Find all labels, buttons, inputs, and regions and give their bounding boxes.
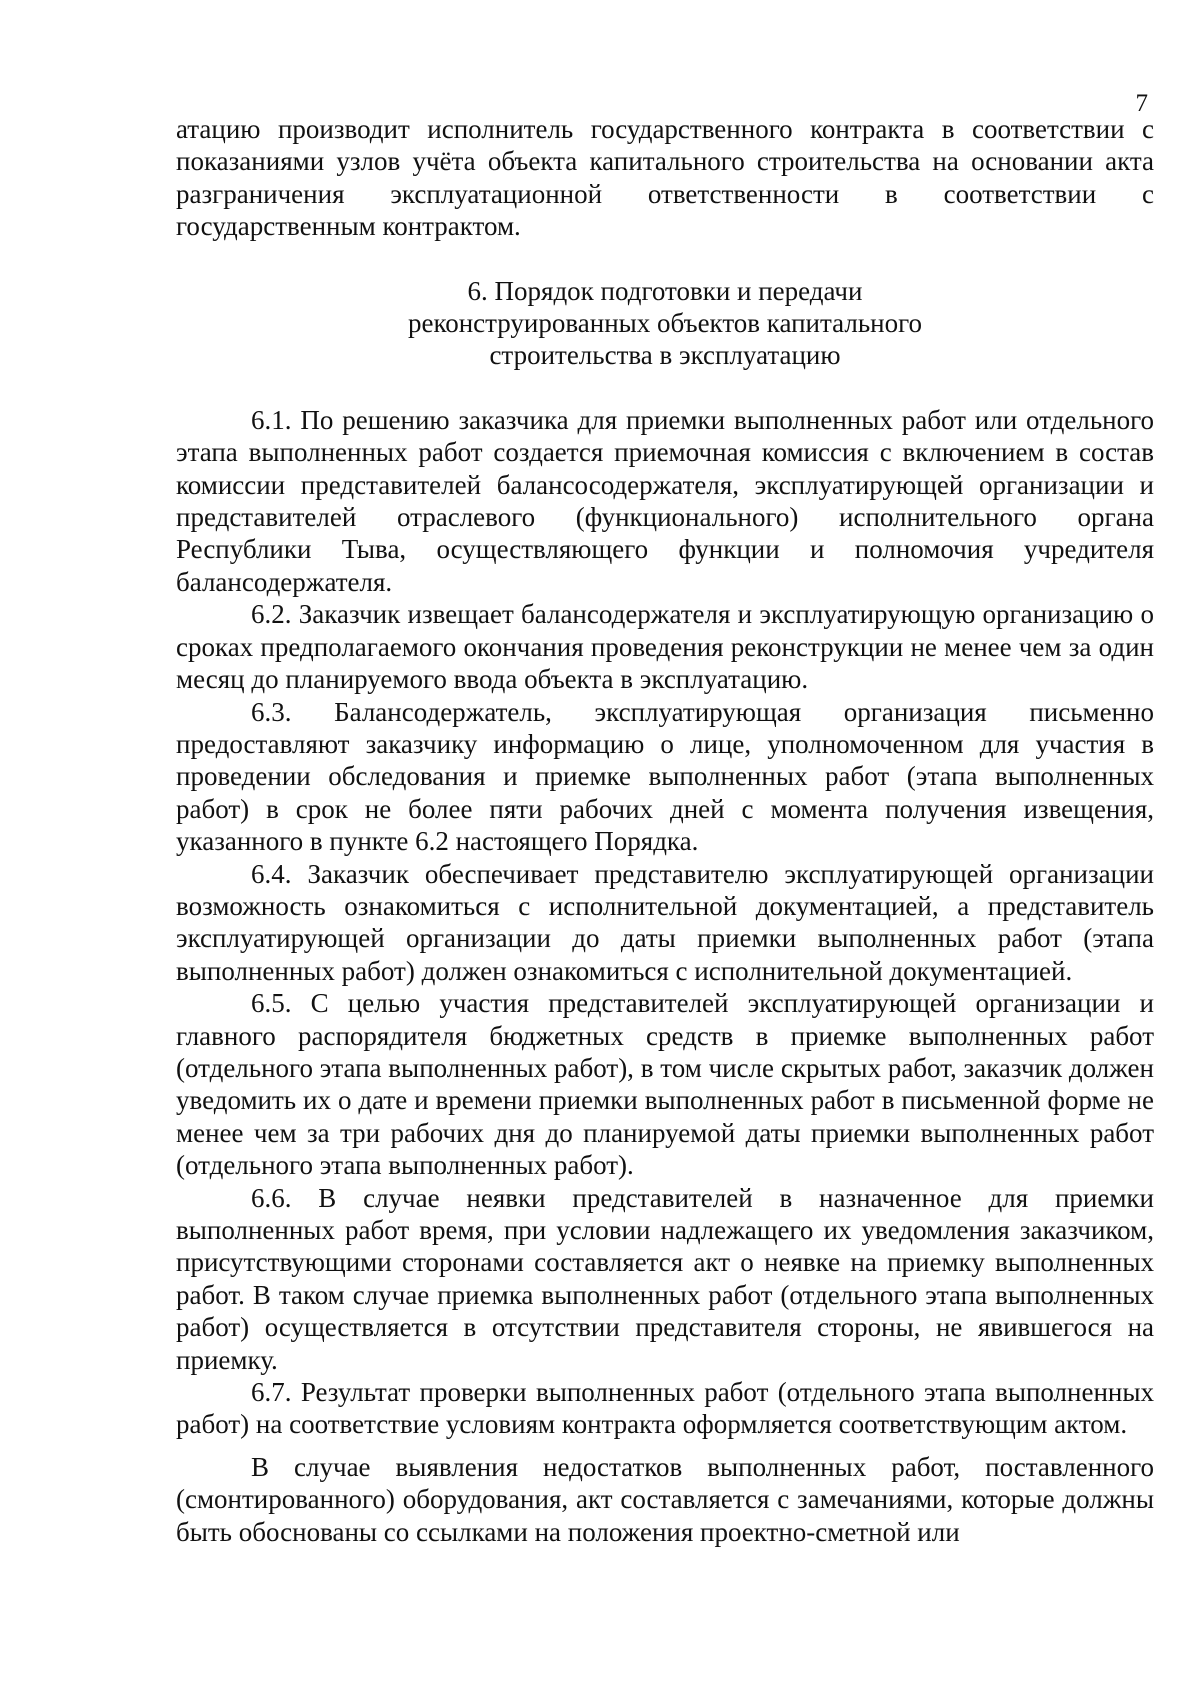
closing-paragraph: В случае выявления недостатков выполненных работ, поставленного (смонтированного) оборудования, акт составляется с замечаниями, которые должны быть обоснованы со ссылками на положения проектно-сметной или — [176, 1451, 1154, 1547]
page-number: 7 — [1135, 90, 1148, 117]
section-heading-line-1: 6. Порядок подготовки и передачи — [467, 275, 863, 306]
document-body — [176, 113, 1154, 1548]
paragraph-6-1: 6.1. По решению заказчика для приемки выполненных работ или отдельного этапа выполненных работ создается приемочная комиссия с включением в состав комиссии представителей балансосодержателя, эксплуатирующей организации и представителей отраслевого (функционального) исполнительного органа Республики Тыва, осуществляющего функции и полномочия учредителя балансодержателя. — [176, 404, 1154, 597]
paragraph-6-2: 6.2. Заказчик извещает балансодержателя и эксплуатирующую организацию о сроках предполагаемого окончания проведения реконструкции не менее чем за один месяц до планируемого ввода объекта в эксплуатацию. — [176, 599, 1154, 695]
section-heading-line-3: строительства в эксплуатацию — [489, 340, 841, 371]
paragraph-6-5: 6.5. С целью участия представителей эксплуатирующей организации и главного распорядителя бюджетных средств в приемке выполненных работ (отдельного этапа выполненных работ), в том числе скрытых работ, заказчик должен уведомить их о дате и времени приемки выполненных работ в письменной форме не менее чем за три рабочих дня до планируемой даты приемки выполненных работ (отдельного этапа выполненных работ). — [176, 988, 1154, 1181]
paragraph-6-3: 6.3. Балансодержатель, эксплуатирующая организация письменно предоставляют заказчику информацию о лице, уполномоченном для участия в проведении обследования и приемке выполненных работ (этапа выполненных работ) в срок не более пяти рабочих дней с момента получения извещения, указанного в пункте 6.2 настоящего Порядка. — [176, 696, 1154, 857]
section-heading-line-2: реконструированных объектов капитального — [408, 308, 922, 339]
intro-paragraph: атацию производит исполнитель государственного контракта в соответствии с показаниями узлов учёта объекта капитального строительства на основании акта разграничения эксплуатационной ответственности в соответствии с государственным контрактом. — [176, 114, 1154, 242]
paragraph-6-6: 6.6. В случае неявки представителей в назначенное для приемки выполненных работ время, при условии надлежащего их уведомления заказчиком, присутствующими сторонами составляется акт о неявке на приемку выполненных работ. В таком случае приемка выполненных работ (отдельного этапа выполненных работ) осуществляется в отсутствии представителя стороны, не явившегося на приемку. — [176, 1182, 1154, 1375]
paragraph-6-7: 6.7. Результат проверки выполненных работ (отдельного этапа выполненных работ) на соответствие условиям контракта оформляется соответствующим актом. — [176, 1377, 1154, 1440]
section-heading — [176, 275, 1154, 372]
paragraph-6-4: 6.4. Заказчик обеспечивает представителю эксплуатирующей организации возможность ознакомиться с исполнительной документацией, а представитель эксплуатирующей организации до даты приемки выполненных работ (этапа выполненных работ) должен ознакомиться с исполнительной документацией. — [176, 858, 1154, 986]
